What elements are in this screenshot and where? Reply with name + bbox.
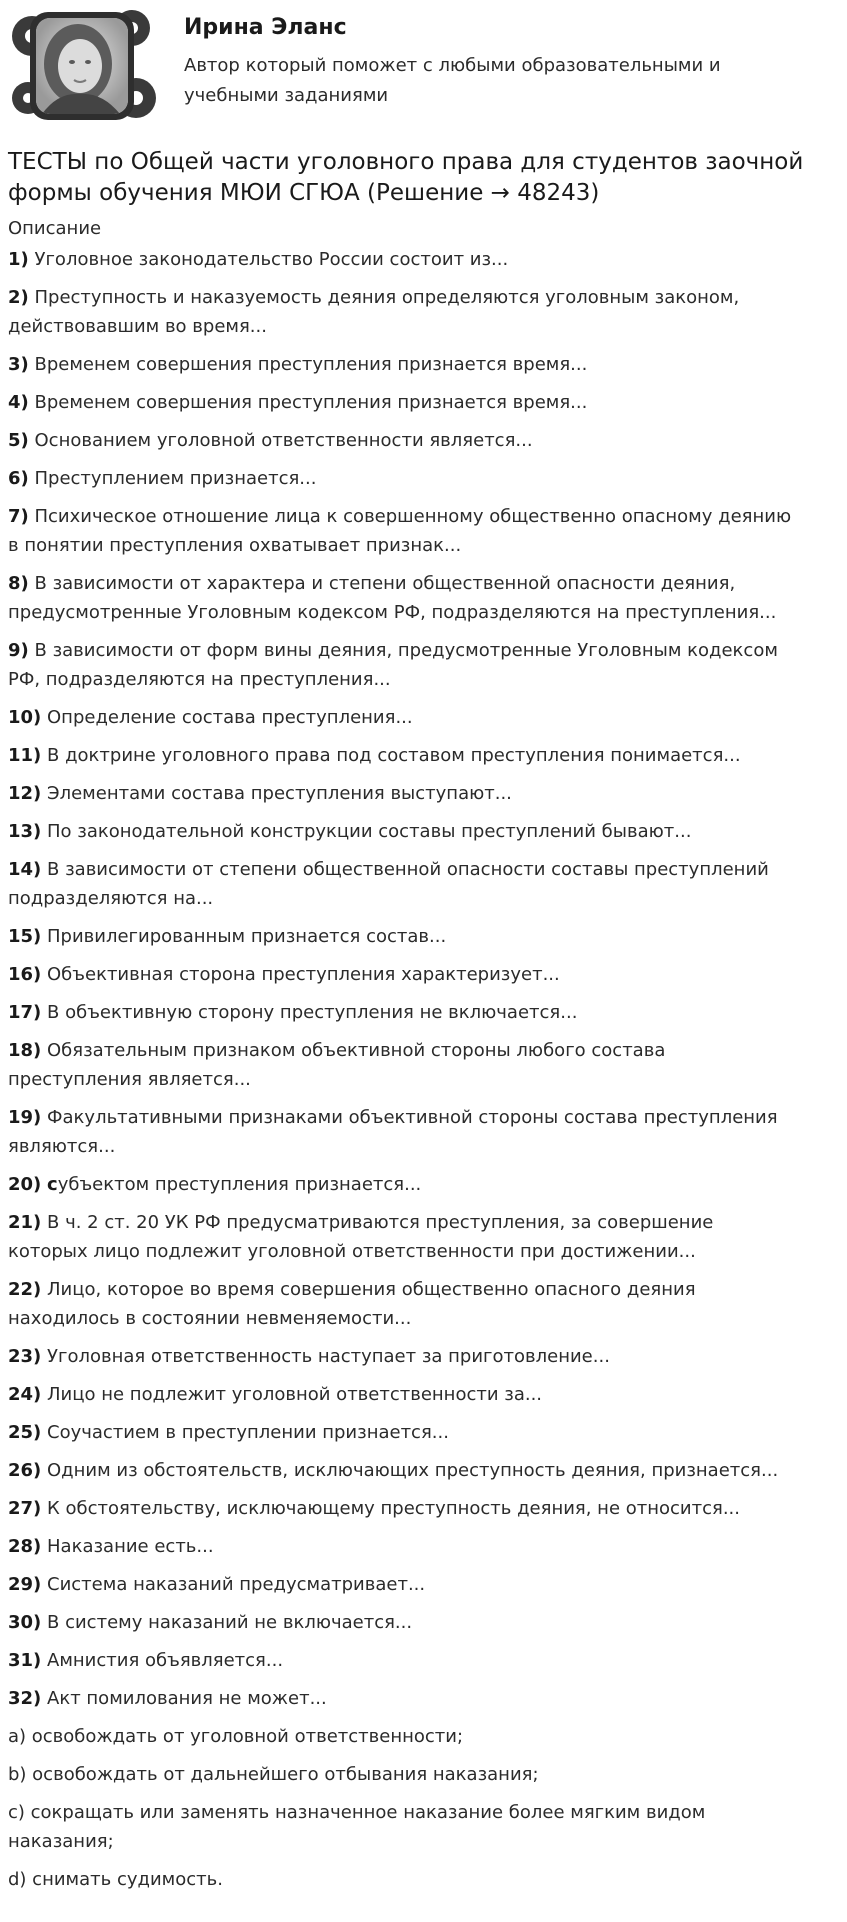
question-line [8,312,840,341]
question-item [8,464,840,493]
question-text: Лицо не подлежит уголовной ответственности за... [47,1384,543,1405]
answer-option [8,1865,840,1894]
question-prefix: с [47,1174,58,1195]
question-line [8,1456,840,1485]
author-card [8,6,843,126]
question-text: a) освобождать от уголовной ответственности; [8,1726,464,1747]
question-text: Элементами состава преступления выступают... [47,783,512,804]
question-item [8,703,840,732]
question-text: В ч. 2 ст. 20 УК РФ предусматриваются преступления, за совершение [47,1212,714,1233]
page-title-line: ТЕСТЫ по Общей части уголовного права для студентов заочной [8,149,804,175]
question-number: 21) [8,1212,42,1233]
question-item [8,1418,840,1447]
question-line [8,464,840,493]
question-item [8,1684,840,1713]
question-line [8,1418,840,1447]
author-photo [36,18,128,114]
question-line [8,1608,840,1637]
question-text: Система наказаний предусматривает... [47,1574,426,1595]
question-line [8,1275,840,1304]
question-number: 3) [8,354,29,375]
question-number: 12) [8,783,42,804]
question-line [8,569,840,598]
question-item [8,779,840,808]
question-line [8,1380,840,1409]
question-item [8,1342,840,1371]
question-number: 14) [8,859,42,880]
question-item [8,998,840,1027]
question-number: 30) [8,1612,42,1633]
question-line [8,922,840,951]
question-line [8,741,840,770]
question-number: 26) [8,1460,42,1481]
question-item [8,1208,840,1266]
question-line [8,502,840,531]
question-line [8,531,840,560]
question-line [8,1065,840,1094]
question-line [8,636,840,665]
question-text: Уголовная ответственность наступает за приготовление... [47,1346,610,1367]
answer-option [8,1722,840,1751]
question-text: По законодательной конструкции составы преступлений бывают... [47,821,692,842]
question-line [8,1304,840,1333]
author-avatar[interactable] [8,6,156,126]
question-number: 2) [8,287,29,308]
question-text: Уголовное законодательство России состоит из... [34,249,509,270]
question-item [8,741,840,770]
question-item [8,922,840,951]
question-line [8,703,840,732]
question-text: В зависимости от характера и степени общественной опасности деяния, [34,573,736,594]
question-text: Факультативными признаками объективной стороны состава преступления [47,1107,778,1128]
question-item [8,283,840,341]
question-number: 11) [8,745,42,766]
question-number: 18) [8,1040,42,1061]
question-number: 5) [8,430,29,451]
question-number: 7) [8,506,29,527]
question-line [8,1827,840,1856]
question-text: Одним из обстоятельств, исключающих преступность деяния, признается... [47,1460,779,1481]
question-text: Психическое отношение лица к совершенному общественно опасному деянию [34,506,792,527]
question-line [8,1865,840,1894]
question-text: убъектом преступления признается... [57,1174,422,1195]
question-number: 6) [8,468,29,489]
question-line [8,1532,840,1561]
question-item [8,1275,840,1333]
question-item [8,1456,840,1485]
question-text: Акт помилования не может... [47,1688,327,1709]
question-text: b) освобождать от дальнейшего отбывания наказания; [8,1764,539,1785]
question-number: 17) [8,1002,42,1023]
question-line [8,1103,840,1132]
question-text: РФ, подразделяются на преступления... [8,669,391,690]
question-text: Привилегированным признается состав... [47,926,447,947]
question-number: 10) [8,707,42,728]
question-text: предусмотренные Уголовным кодексом РФ, подразделяются на преступления... [8,602,777,623]
question-text: В зависимости от степени общественной опасности составы преступлений [47,859,769,880]
question-item [8,1494,840,1523]
question-text: Преступлением признается... [34,468,317,489]
question-text: К обстоятельству, исключающему преступность деяния, не относится... [47,1498,740,1519]
question-line [8,855,840,884]
question-text: в понятии преступления охватывает признак... [8,535,462,556]
question-line [8,350,840,379]
question-item [8,1036,840,1094]
answer-option [8,1798,840,1856]
question-number: 27) [8,1498,42,1519]
question-item [8,1170,840,1199]
question-line [8,998,840,1027]
question-line [8,1132,840,1161]
question-number: 20) [8,1174,42,1195]
question-item [8,636,840,694]
question-text: В зависимости от форм вины деяния, предусмотренные Уголовным кодексом [34,640,778,661]
question-item [8,1380,840,1409]
question-number: 24) [8,1384,42,1405]
question-line [8,1036,840,1065]
question-number: 23) [8,1346,42,1367]
question-text: В объективную сторону преступления не включается... [47,1002,578,1023]
question-text: подразделяются на... [8,888,214,909]
question-line [8,817,840,846]
question-line [8,1237,840,1266]
question-text: Преступность и наказуемость деяния определяются уголовным законом, [34,287,740,308]
question-text: которых лицо подлежит уголовной ответственности при достижении... [8,1241,696,1262]
question-text: Основанием уголовной ответственности является... [34,430,533,451]
question-item [8,502,840,560]
question-number: 29) [8,1574,42,1595]
author-bio-line: Автор который поможет с любыми образовательными и [184,55,721,76]
question-line [8,283,840,312]
question-line [8,388,840,417]
question-text: Временем совершения преступления признается время... [34,354,588,375]
question-text: Лицо, которое во время совершения общественно опасного деяния [47,1279,696,1300]
question-line [8,960,840,989]
question-text: Объективная сторона преступления характеризует... [47,964,560,985]
question-item [8,817,840,846]
question-text: Соучастием в преступлении признается... [47,1422,449,1443]
question-line [8,1684,840,1713]
question-text: Обязательным признаком объективной стороны любого состава [47,1040,666,1061]
answer-option [8,1760,840,1789]
question-item [8,569,840,627]
question-text: Амнистия объявляется... [47,1650,284,1671]
question-line [8,1798,840,1827]
question-line [8,1722,840,1751]
question-number: 16) [8,964,42,985]
page-title-line: формы обучения МЮИ СГЮА (Решение → 48243) [8,180,600,206]
author-name[interactable]: Ирина Эланс [184,15,347,40]
question-line [8,1570,840,1599]
question-line [8,1208,840,1237]
question-line [8,1760,840,1789]
question-number: 15) [8,926,42,947]
question-line [8,245,840,274]
question-list [8,245,840,1903]
question-number: 22) [8,1279,42,1300]
question-line [8,1646,840,1675]
question-item [8,1103,840,1161]
question-line [8,1494,840,1523]
question-item [8,1570,840,1599]
question-number: 4) [8,392,29,413]
question-number: 31) [8,1650,42,1671]
question-number: 25) [8,1422,42,1443]
question-number: 9) [8,640,29,661]
question-line [8,598,840,627]
question-line [8,1342,840,1371]
question-number: 1) [8,249,29,270]
question-item [8,426,840,455]
question-number: 8) [8,573,29,594]
question-text: Наказание есть... [47,1536,214,1557]
question-text: наказания; [8,1831,114,1852]
question-line [8,426,840,455]
question-text: В доктрине уголовного права под составом преступления понимается... [47,745,741,766]
question-text: Определение состава преступления... [47,707,413,728]
question-number: 13) [8,821,42,842]
question-item [8,1532,840,1561]
question-item [8,1608,840,1637]
question-line [8,1170,840,1199]
question-item [8,855,840,913]
question-item [8,350,840,379]
question-text: В систему наказаний не включается... [47,1612,413,1633]
question-number: 32) [8,1688,42,1709]
question-item [8,960,840,989]
question-line [8,665,840,694]
question-item [8,245,840,274]
question-text: Временем совершения преступления признается время... [34,392,588,413]
question-text: являются... [8,1136,116,1157]
question-text: c) сокращать или заменять назначенное наказание более мягким видом [8,1802,706,1823]
question-text: преступления является... [8,1069,251,1090]
author-bio-line: учебными заданиями [184,85,389,106]
question-text: действовавшим во время... [8,316,267,337]
question-text: находилось в состоянии невменяемости... [8,1308,412,1329]
question-item [8,1646,840,1675]
author-bio [184,51,824,111]
question-number: 19) [8,1107,42,1128]
question-line [8,884,840,913]
question-number: 28) [8,1536,42,1557]
question-text: d) снимать судимость. [8,1869,223,1890]
description-label: Описание [8,218,102,239]
page-title [8,147,840,209]
question-item [8,388,840,417]
question-line [8,779,840,808]
